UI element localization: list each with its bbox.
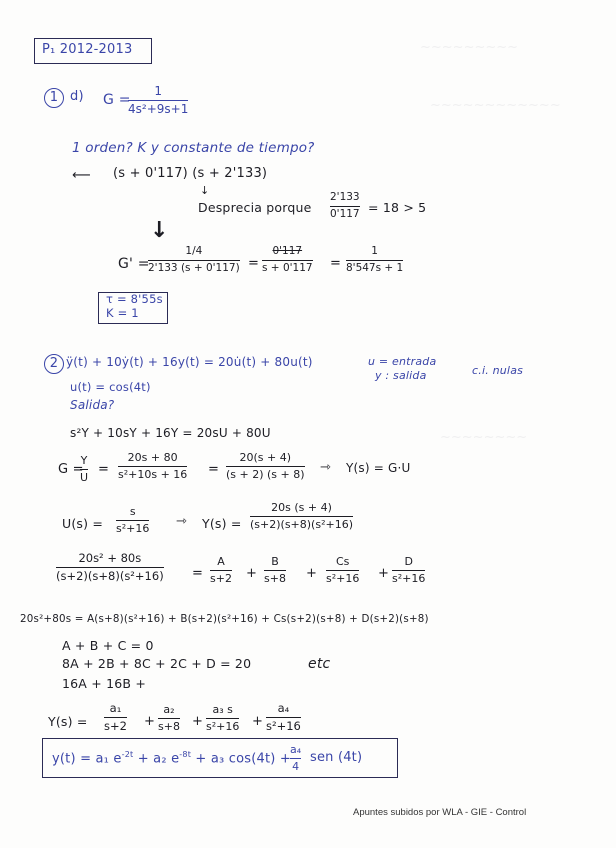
Ys-label: Y(s) =	[202, 516, 242, 531]
pfD-numerator: D	[404, 555, 413, 568]
pfC-numerator: Cs	[335, 555, 350, 568]
yt-part-c: + a₃ cos(4t) +	[195, 751, 291, 767]
arrow-down-icon: ↓	[200, 184, 210, 197]
G-fraction	[118, 452, 187, 481]
final-answer	[52, 750, 291, 766]
Ys-numerator: 20s (s + 4)	[271, 501, 332, 514]
frac1-denominator: 2'133 (s + 0'117)	[148, 261, 240, 274]
frac1-numerator: 1/4	[185, 245, 203, 257]
plus-sign: +	[246, 566, 258, 581]
a3-numerator: a₃ s	[212, 703, 233, 716]
laplace-equation: s²Y + 10sY + 16Y = 20sU + 80U	[70, 426, 271, 440]
equals-sign: =	[248, 256, 260, 271]
yt-exponent-2: -8t	[179, 750, 192, 759]
system-eq-1: A + B + C = 0	[62, 638, 154, 653]
pfC-denominator: s²+16	[326, 572, 360, 586]
term-a4	[266, 702, 301, 732]
problem-2-number	[44, 352, 64, 374]
ratio-denominator: 0'117	[330, 207, 360, 220]
yt-fraction	[290, 744, 301, 773]
G-denominator: s²+10s + 16	[118, 468, 188, 482]
yt-part-b: + a₂ e	[137, 751, 180, 767]
term-a3	[206, 704, 239, 733]
G-factored-fraction	[226, 452, 305, 481]
header-title: P₁ 2012-2013	[42, 42, 133, 57]
ratio-numerator: 2'133	[330, 191, 360, 203]
Us-denominator: s²+16	[116, 522, 150, 536]
frac2-numerator: 0'117	[272, 245, 303, 257]
input-signal: u(t) = cos(4t)	[70, 380, 151, 394]
gprime-fraction-3	[346, 246, 403, 274]
yt-part-a: y(t) = a₁ e	[52, 751, 122, 767]
problem-1-number	[44, 86, 64, 108]
plus-sign: +	[378, 566, 390, 581]
expanded-identity: 20s²+80s = A(s+8)(s²+16) + B(s+2)(s²+16) + Cs(s+2)(s+8) + D(s+2)(s+8)	[20, 613, 429, 625]
plus-sign: +	[252, 714, 264, 729]
a4-numerator: a₄	[277, 701, 290, 715]
pfD-denominator: s²+16	[392, 572, 426, 586]
ask-output: Salida?	[70, 398, 115, 412]
g-label: G =	[103, 92, 131, 108]
plus-sign: +	[306, 566, 318, 581]
G-yu-denominator: U	[80, 471, 89, 485]
pf-term-A	[210, 556, 232, 585]
pf-denominator: (s+2)(s+8)(s²+16)	[56, 568, 164, 583]
footer-credit: Apuntes subidos por WLA - GIE - Control	[353, 807, 527, 818]
system-eq-2: 8A + 2B + 8C + 2C + D = 20	[62, 656, 252, 671]
arrow-right-icon: ⇾	[320, 460, 332, 475]
pf-term-D	[392, 556, 425, 585]
Ys-fraction	[250, 502, 353, 531]
pole-ratio	[330, 192, 360, 220]
Us-label: U(s) =	[62, 516, 104, 531]
yt-frac-denominator: 4	[292, 760, 300, 774]
pfB-denominator: s+8	[264, 572, 286, 586]
frac3-denominator: 8'547s + 1	[346, 261, 404, 274]
factored-denominator: (s + 0'117) (s + 2'133)	[113, 166, 268, 181]
gprime-fraction-2	[262, 246, 313, 274]
k-result: K = 1	[106, 306, 139, 320]
initial-conditions: c.i. nulas	[472, 364, 524, 377]
term-a1	[104, 702, 127, 732]
Ys-equation: Y(s) = G·U	[346, 461, 411, 475]
G-label: G =	[58, 462, 84, 477]
pf-numerator: 20s² + 80s	[78, 551, 142, 565]
problem-1-part: d)	[70, 89, 84, 104]
pf-term-C	[326, 556, 359, 585]
big-arrow-down-icon: ↓	[150, 218, 169, 243]
a4-denominator: s²+16	[266, 718, 301, 733]
frac2-denominator: s + 0'117	[262, 261, 313, 274]
G-yu-numerator: Y	[80, 454, 88, 467]
pfA-denominator: s+2	[210, 572, 232, 586]
pfB-numerator: B	[271, 555, 279, 568]
equals-sign: =	[208, 462, 220, 477]
yt-part-d: sen (4t)	[310, 750, 363, 765]
a1-numerator: a₁	[109, 701, 122, 715]
problem-1-circle: 1	[44, 88, 64, 108]
plus-sign: +	[144, 714, 156, 729]
Us-numerator: s	[129, 505, 136, 518]
a2-numerator: a₂	[163, 703, 175, 716]
frac3-numerator: 1	[371, 245, 378, 257]
a3-denominator: s²+16	[206, 720, 240, 734]
system-etc: etc	[308, 656, 331, 672]
plus-sign: +	[192, 714, 204, 729]
term-a2	[158, 704, 180, 733]
a1-denominator: s+2	[104, 718, 127, 733]
g-numerator: 1	[154, 84, 162, 98]
G-factored-denominator: (s + 2) (s + 8)	[226, 468, 305, 482]
pfA-numerator: A	[217, 555, 225, 568]
pf-term-B	[264, 556, 286, 585]
problem-2-circle: 2	[44, 354, 64, 374]
bleed-through-mark: ~~~~~~~~	[440, 430, 528, 445]
g-fraction	[128, 85, 188, 116]
ode: ÿ(t) + 10ẏ(t) + 16y(t) = 20u̇(t) + 80u(t)	[66, 355, 313, 369]
y-definition: y : salida	[375, 369, 427, 382]
equals-sign: =	[330, 256, 342, 271]
Ys-denominator: (s+2)(s+8)(s²+16)	[250, 518, 353, 532]
bleed-through-mark: ~~~~~~~~~~~~	[430, 98, 561, 113]
g-denominator: 4s²+9s+1	[128, 102, 189, 117]
arrow-right-icon: ⇾	[176, 514, 188, 529]
gprime-fraction-1	[148, 246, 240, 274]
problem-1-question: 1 orden? K y constante de tiempo?	[72, 140, 315, 156]
yt-exponent-1: -2t	[121, 750, 134, 759]
partial-fraction-lhs	[56, 552, 164, 582]
gprime-label: G' =	[118, 256, 150, 272]
G-yu-fraction	[80, 455, 88, 484]
yt-frac-numerator: a₄	[290, 743, 302, 756]
arrow-left-icon: ⟵	[72, 168, 91, 183]
G-numerator: 20s + 80	[127, 451, 178, 464]
u-definition: u = entrada	[368, 355, 437, 368]
equals-sign: =	[98, 462, 110, 477]
ratio-result: = 18 > 5	[368, 200, 427, 215]
system-eq-3: 16A + 16B +	[62, 676, 147, 691]
Us-fraction	[116, 506, 149, 535]
a2-denominator: s+8	[158, 720, 180, 734]
tau-result: τ = 8'55s	[106, 292, 163, 306]
neglect-label: Desprecia porque	[198, 200, 312, 215]
Yfinal-label: Y(s) =	[48, 714, 88, 729]
equals-sign: =	[192, 566, 204, 581]
G-factored-numerator: 20(s + 4)	[239, 451, 292, 464]
bleed-through-mark: ~~~~~~~~~	[420, 40, 519, 55]
